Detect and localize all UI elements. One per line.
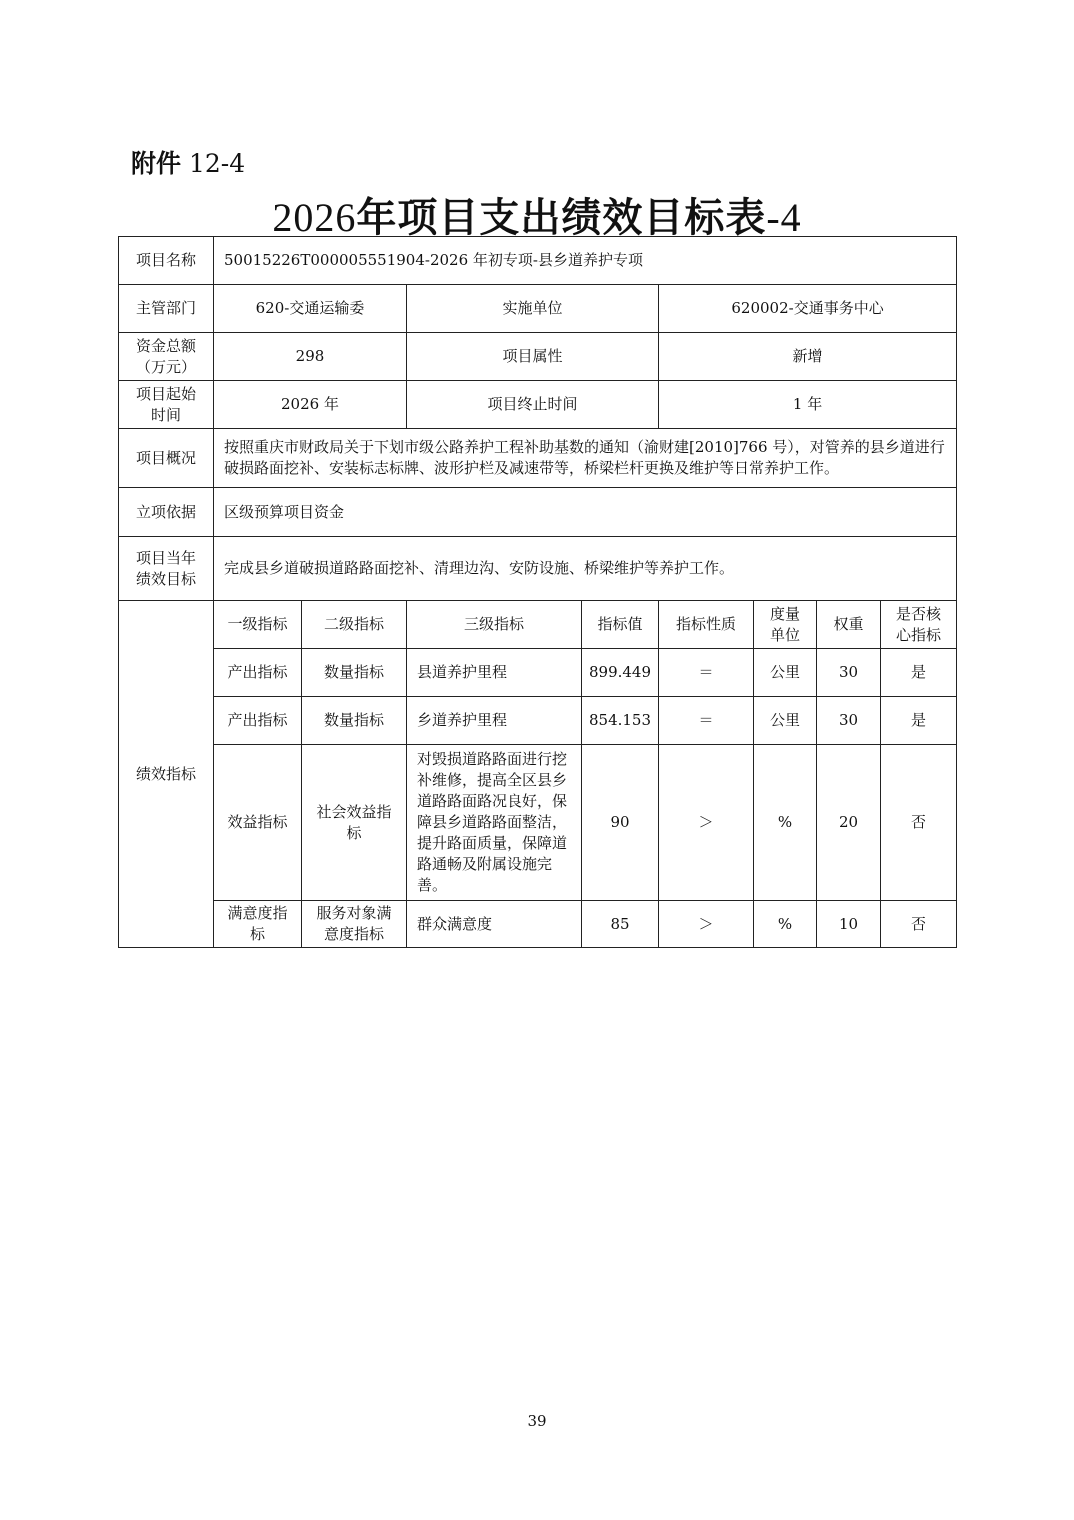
cell-core: 是 xyxy=(881,697,957,745)
header-value: 指标值 xyxy=(582,601,659,649)
indicator-header-row xyxy=(119,601,957,649)
basis-label: 立项依据 xyxy=(119,488,214,537)
cell-level2: 服务对象满 意度指标 xyxy=(302,901,407,948)
dept-value: 620-交通运输委 xyxy=(214,285,407,333)
cell-level1: 效益指标 xyxy=(214,745,302,901)
cell-nature: ＝ xyxy=(659,649,754,697)
overview-value: 按照重庆市财政局关于下划市级公路养护工程补助基数的通知（渝财建[2010]766 号），对管养的县乡道进行破损路面挖补、安装标志标牌、波形护栏及减速带等，桥梁栏杆更换及维护等日常养护工作。 xyxy=(214,429,957,488)
row-goal xyxy=(119,537,957,601)
cell-level3: 群众满意度 xyxy=(407,901,582,948)
fund-label: 资金总额 （万元） xyxy=(119,333,214,381)
table-row xyxy=(119,901,957,948)
cell-unit: 公里 xyxy=(754,649,817,697)
cell-level1: 满意度指 标 xyxy=(214,901,302,948)
overview-label: 项目概况 xyxy=(119,429,214,488)
cell-weight: 30 xyxy=(817,649,881,697)
page-title xyxy=(0,186,1074,243)
title-main: 年项目支出绩效目标表 xyxy=(356,194,767,241)
impl-value: 620002-交通事务中心 xyxy=(659,285,957,333)
start-value: 2026 年 xyxy=(214,381,407,429)
title-year: 2026 xyxy=(272,195,357,240)
title-suffix: -4 xyxy=(766,195,802,240)
table-row xyxy=(119,649,957,697)
cell-value: 854.153 xyxy=(582,697,659,745)
cell-unit: 公里 xyxy=(754,697,817,745)
attachment-label xyxy=(131,144,245,180)
cell-unit: % xyxy=(754,901,817,948)
cell-core: 否 xyxy=(881,901,957,948)
start-label: 项目起始 时间 xyxy=(119,381,214,429)
performance-table xyxy=(118,236,957,948)
end-label: 项目终止时间 xyxy=(407,381,659,429)
cell-value: 90 xyxy=(582,745,659,901)
cell-nature: ＝ xyxy=(659,697,754,745)
fund-value: 298 xyxy=(214,333,407,381)
project-name-label: 项目名称 xyxy=(119,237,214,285)
row-department xyxy=(119,285,957,333)
end-value: 1 年 xyxy=(659,381,957,429)
cell-nature: ＞ xyxy=(659,901,754,948)
header-level2: 二级指标 xyxy=(302,601,407,649)
header-level3: 三级指标 xyxy=(407,601,582,649)
basis-value: 区级预算项目资金 xyxy=(214,488,957,537)
row-project-name xyxy=(119,237,957,285)
cell-weight: 10 xyxy=(817,901,881,948)
cell-weight: 30 xyxy=(817,697,881,745)
header-unit: 度量 单位 xyxy=(754,601,817,649)
cell-value: 899.449 xyxy=(582,649,659,697)
impl-label: 实施单位 xyxy=(407,285,659,333)
cell-level1: 产出指标 xyxy=(214,649,302,697)
goal-label: 项目当年 绩效目标 xyxy=(119,537,214,601)
cell-core: 是 xyxy=(881,649,957,697)
row-fund xyxy=(119,333,957,381)
cell-level2: 社会效益指 标 xyxy=(302,745,407,901)
cell-unit: % xyxy=(754,745,817,901)
dept-label: 主管部门 xyxy=(119,285,214,333)
attr-label: 项目属性 xyxy=(407,333,659,381)
cell-nature: ＞ xyxy=(659,745,754,901)
attr-value: 新增 xyxy=(659,333,957,381)
page-number: 39 xyxy=(527,1412,547,1430)
goal-value: 完成县乡道破损道路路面挖补、清理边沟、安防设施、桥梁维护等养护工作。 xyxy=(214,537,957,601)
cell-level2: 数量指标 xyxy=(302,697,407,745)
attachment-number: 12-4 xyxy=(188,149,246,178)
header-weight: 权重 xyxy=(817,601,881,649)
cell-level3: 对毁损道路路面进行挖补维修，提高全区县乡道路路面路况良好，保障县乡道路路面整洁，提升路面质量，保障道路通畅及附属设施完善。 xyxy=(407,745,582,901)
cell-weight: 20 xyxy=(817,745,881,901)
header-core: 是否核 心指标 xyxy=(881,601,957,649)
cell-level2: 数量指标 xyxy=(302,649,407,697)
row-time xyxy=(119,381,957,429)
table-row xyxy=(119,745,957,901)
cell-level1: 产出指标 xyxy=(214,697,302,745)
attachment-word: 附件 xyxy=(131,149,182,178)
header-nature: 指标性质 xyxy=(659,601,754,649)
row-basis xyxy=(119,488,957,537)
indicators-section-label: 绩效指标 xyxy=(119,601,214,948)
header-level1: 一级指标 xyxy=(214,601,302,649)
table-row xyxy=(119,697,957,745)
row-overview xyxy=(119,429,957,488)
cell-level3: 乡道养护里程 xyxy=(407,697,582,745)
cell-value: 85 xyxy=(582,901,659,948)
project-name-value: 50015226T000005551904-2026 年初专项-县乡道养护专项 xyxy=(214,237,957,285)
cell-level3: 县道养护里程 xyxy=(407,649,582,697)
cell-core: 否 xyxy=(881,745,957,901)
